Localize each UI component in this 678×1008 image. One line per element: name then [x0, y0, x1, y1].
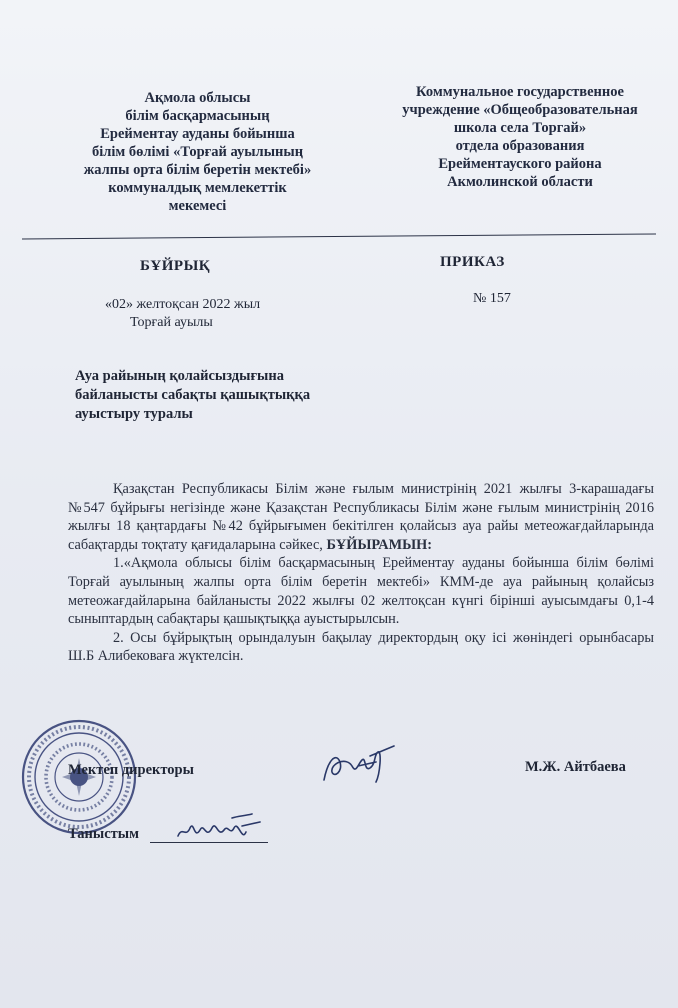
order-title-kazakh: БҰЙРЫҚ	[140, 258, 211, 274]
order-body	[68, 480, 654, 666]
subject-line: Ауа райының қолайсыздығына	[75, 368, 284, 384]
header-kazakh	[55, 89, 340, 215]
order-item-2: 2. Осы бұйрықтың орындалуын бақылау директордың оқу ісі жөніндегі орынбасары Ш.Б Алибековаға жүктелсін.	[68, 629, 654, 665]
header-line: жалпы орта білім беретін мектебі»	[83, 162, 312, 178]
order-subject	[75, 367, 365, 424]
header-line: Ерейментау ауданы бойынша	[100, 126, 295, 142]
subject-line: ауыстыру туралы	[75, 406, 193, 422]
header-line: школа села Торгай»	[453, 120, 587, 136]
header-line: Ерейментауского района	[438, 156, 602, 172]
order-number: № 157	[473, 291, 511, 306]
header-line: Акмолинской области	[447, 174, 593, 190]
header-divider	[22, 234, 656, 240]
director-title: Мектеп директоры	[68, 762, 194, 778]
acquainted-label: Таныстым	[68, 826, 139, 842]
header-line: коммуналдық мемлекеттік	[108, 180, 287, 196]
preamble-paragraph	[68, 480, 654, 554]
header-line: отдела образования	[455, 138, 585, 154]
order-date: «02» желтоқсан 2022 жыл	[105, 297, 261, 312]
preamble-text: Қазақстан Республикасы Білім және ғылым министрінің 2021 жылғы 3-карашадағы №547 бұйрығы негізінде және Қазақстан Республикасы Білім және ғылым министрінің 2016 жылғы 18 қаңтардағы №42 бұйрығымен бекітілген қолайсыз ауа райы метеожағдайларында сабақтарды тоқтату қағидаларына сәйкес,	[68, 481, 654, 553]
subject-line: байланысты сабақты қашықтыққа	[75, 387, 311, 403]
header-line: мекемесі	[168, 198, 227, 214]
order-place: Торғай ауылы	[130, 315, 213, 330]
header-line: білім басқармасының	[125, 108, 270, 124]
header-russian	[375, 83, 665, 191]
order-title-russian: ПРИКАЗ	[440, 254, 505, 270]
director-signature-icon	[318, 742, 398, 790]
acquainted-signature-icon	[172, 812, 264, 846]
header-line: учреждение «Общеобразовательная	[402, 102, 638, 118]
header-line: Ақмола облысы	[144, 90, 251, 106]
director-name: М.Ж. Айтбаева	[525, 759, 626, 775]
order-word: БҰЙЫРАМЫН:	[326, 536, 433, 553]
header-line: Коммунальное государственное	[416, 84, 624, 100]
header-line: білім бөлімі «Торғай ауылының	[91, 144, 304, 160]
order-item-1: 1.«Ақмола облысы білім басқармасының Ерейментау ауданы бойынша білім бөлімі Торғай ауылының жалпы орта білім беретін мектебі» КММ-де ауа райының қолайсыз метеожағдайларына байланысты 2022 жылғы 02 желтоқсан күнгі бірінші ауысымдағы 0,1-4 сыныптардың сабақтары қашықтыққа ауыстырылсын.	[68, 555, 654, 628]
